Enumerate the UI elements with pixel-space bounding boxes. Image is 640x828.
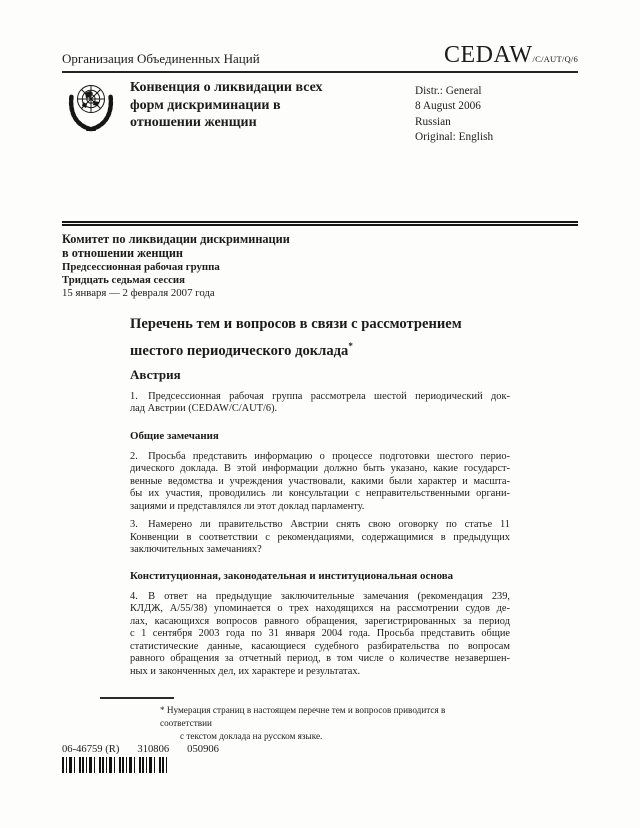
doc-symbol	[444, 42, 578, 69]
distr-line: 8 August 2006	[415, 100, 481, 113]
committee-name-line: Комитет по ликвидации дискриминации	[62, 232, 290, 246]
body-line: 2. Просьба представить информацию о процессе подготовки шестого перио-	[130, 450, 510, 462]
body-line: статистические данные, касающиеся судебного разбирательства по вопросам	[130, 640, 510, 652]
body-line: КЛДЖ, A/55/38) упоминается о трех находящихся на рассмотрении судов де-	[130, 603, 510, 615]
session-dates-line: 15 января — 2 февраля 2007 года	[62, 287, 215, 300]
distr-line: Russian	[415, 115, 451, 128]
body-line: бы их участия, проводились ли консультации с неправительственными органи-	[130, 488, 510, 500]
body-line: 3. Намерено ли правительство Австрии снять свою оговорку по статье 11	[130, 519, 510, 531]
un-emblem-icon	[61, 80, 121, 132]
doc-symbol-code: CEDAW	[443, 42, 533, 68]
presession-group-line: Предсессионная рабочая группа	[62, 261, 220, 274]
document-title-line: Перечень тем и вопросов в связи с рассмотрением	[130, 316, 462, 332]
section-heading-constitutional: Конституционная, законодательная и институциональная основа	[130, 569, 454, 582]
country-heading: Австрия	[130, 366, 181, 382]
distr-line: Original: English	[415, 131, 494, 144]
org-name: Организация Объединенных Наций	[62, 51, 260, 66]
footnote-rule	[100, 697, 174, 699]
body-line: лах, касающихся вопросов равного обращения, зарегистрированных за период	[130, 615, 510, 627]
doc-id-code: 050906	[187, 744, 219, 755]
body-line: лад Австрии (CEDAW/C/AUT/6).	[130, 403, 278, 415]
header-rule	[62, 71, 578, 73]
section-heading-general: Общие замечания	[130, 429, 219, 442]
paragraph-4	[130, 591, 510, 679]
body-line: равного обращения за отчетный период, в том числе о количестве незавершен-	[130, 653, 510, 665]
convention-title	[130, 79, 430, 132]
main-column	[130, 313, 510, 684]
body-line: дического доклада. В этой информации должно быть указано, какие государст-	[130, 463, 510, 475]
body-line: венные ведомства и учреждения участвовали, какими были характер и масшта-	[130, 475, 510, 487]
footnote	[160, 704, 494, 743]
body-line: Конвенции в соответствии с рекомендациями, содержащимися в предыдущих	[130, 531, 510, 543]
paragraph-2	[130, 451, 510, 514]
section-rule	[62, 221, 578, 226]
body-line: заключительных замечаниях?	[130, 544, 262, 556]
doc-id-number: 06-46759 (R)	[62, 744, 120, 755]
doc-id-code: 310806	[137, 744, 170, 755]
body-line: с 1 сентября 2003 года по 31 января 2004 года. Просьба представить общие	[130, 628, 510, 640]
distr-block	[415, 84, 493, 146]
doc-symbol-suffix: /C/AUT/Q/6	[532, 54, 578, 64]
committee-block	[62, 233, 290, 300]
footnote-marker: *	[348, 341, 353, 351]
footnote-line: с текстом доклада на русском языке.	[180, 731, 323, 741]
document-title	[130, 313, 510, 362]
convention-title-line: форм дискриминации в	[130, 97, 281, 113]
paragraph-3	[130, 519, 510, 557]
convention-title-line: отношении женщин	[130, 115, 257, 130]
document-title-line: шестого периодического доклада*	[130, 341, 353, 359]
doc-id	[62, 744, 219, 755]
distr-line: Distr.: General	[415, 85, 482, 97]
body-line: 4. В ответ на предыдущие заключительные замечания (рекомендация 239,	[130, 590, 510, 602]
convention-title-line: Конвенция о ликвидации всех	[130, 80, 323, 95]
committee-name-line: в отношении женщин	[62, 245, 183, 260]
body-line: зациями и представлялся ли этот доклад парламенту.	[130, 500, 365, 512]
footnote-line: * Нумерация страниц в настоящем перечне тем и вопросов приводится в соответствии	[160, 705, 446, 728]
body-line: ных и законченных дел, их характере и результатах.	[130, 665, 361, 677]
session-line: Тридцать седьмая сессия	[62, 274, 185, 287]
barcode	[62, 757, 169, 773]
paragraph-1	[130, 391, 510, 416]
body-line: 1. Предсессионная рабочая группа рассмотрела шестой периодический док-	[130, 390, 510, 402]
